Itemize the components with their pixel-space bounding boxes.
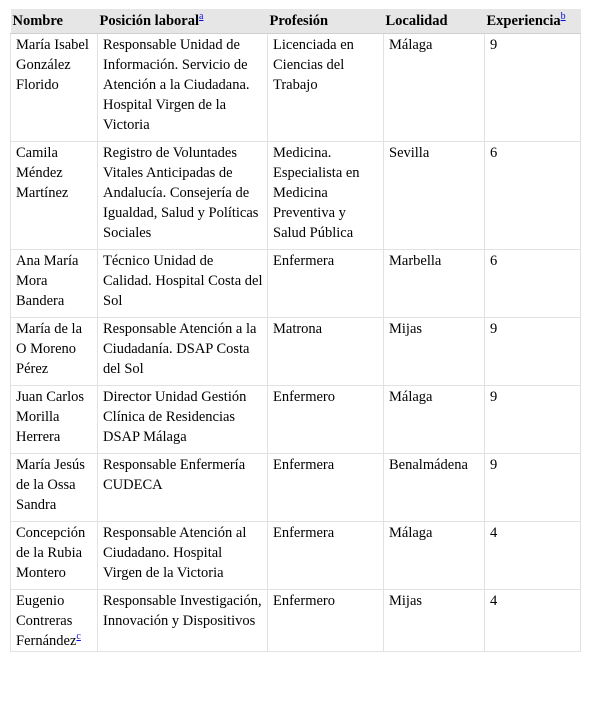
- cell-locality: Málaga: [384, 34, 485, 142]
- cell-position: Responsable Investigación, Innovación y Dispositivos: [98, 590, 268, 652]
- cell-locality: Benalmádena: [384, 454, 485, 522]
- cell-name: Ana María Mora Bandera: [11, 250, 98, 318]
- header-experience: Experiencia$^b$: [485, 9, 581, 34]
- cell-position: Responsable Enfermería CUDECA: [98, 454, 268, 522]
- table-row: [11, 386, 581, 454]
- footnote-a-link[interactable]: a: [199, 11, 204, 22]
- cell-experience: 4: [485, 590, 581, 652]
- cell-position: Responsable Unidad de Información. Servicio de Atención a la Ciudadana. Hospital Virgen de la Victoria: [98, 34, 268, 142]
- table-row: [11, 522, 581, 590]
- cell-profession: Matrona: [268, 318, 384, 386]
- cell-profession: Enfermero: [268, 386, 384, 454]
- cell-profession: Enfermera: [268, 250, 384, 318]
- cell-experience: 6: [485, 250, 581, 318]
- cell-locality: Mijas: [384, 590, 485, 652]
- table-row: [11, 34, 581, 142]
- header-profession: Profesión: [268, 9, 384, 34]
- cell-experience: 9: [485, 454, 581, 522]
- cell-name: Eugenio Contreras Fernández$^c$: [11, 590, 98, 652]
- table-header: [11, 9, 581, 34]
- cell-experience: 6: [485, 142, 581, 250]
- cell-profession: Enfermera: [268, 454, 384, 522]
- cell-experience: 9: [485, 386, 581, 454]
- cell-profession: Enfermero: [268, 590, 384, 652]
- header-name: Nombre: [11, 9, 98, 34]
- cell-position: Registro de Voluntades Vitales Anticipadas de Andalucía. Consejería de Igualdad, Salud y Políticas Sociales: [98, 142, 268, 250]
- cell-locality: Marbella: [384, 250, 485, 318]
- cell-profession: Medicina. Especialista en Medicina Preventiva y Salud Pública: [268, 142, 384, 250]
- cell-profession: Licenciada en Ciencias del Trabajo: [268, 34, 384, 142]
- footnote-c-link[interactable]: c: [76, 631, 81, 642]
- cell-name: Juan Carlos Morilla Herrera: [11, 386, 98, 454]
- header-row: [11, 9, 581, 34]
- cell-locality: Sevilla: [384, 142, 485, 250]
- cell-experience: 9: [485, 318, 581, 386]
- experts-table: [10, 9, 581, 652]
- cell-name: Camila Méndez Martínez: [11, 142, 98, 250]
- table-body: [11, 34, 581, 652]
- table-row: [11, 590, 581, 652]
- cell-locality: Málaga: [384, 386, 485, 454]
- cell-locality: Mijas: [384, 318, 485, 386]
- cell-experience: 4: [485, 522, 581, 590]
- table-row: [11, 142, 581, 250]
- cell-name: María Jesús de la Ossa Sandra: [11, 454, 98, 522]
- cell-profession: Enfermera: [268, 522, 384, 590]
- cell-name: Concepción de la Rubia Montero: [11, 522, 98, 590]
- header-locality: Localidad: [384, 9, 485, 34]
- table-row: [11, 250, 581, 318]
- cell-position: Responsable Atención al Ciudadano. Hospital Virgen de la Victoria: [98, 522, 268, 590]
- header-position: Posición laboral$^a$: [98, 9, 268, 34]
- footnote-b-link[interactable]: b: [560, 11, 566, 22]
- cell-experience: 9: [485, 34, 581, 142]
- table-row: [11, 318, 581, 386]
- cell-name: María Isabel González Florido: [11, 34, 98, 142]
- cell-position: Técnico Unidad de Calidad. Hospital Costa del Sol: [98, 250, 268, 318]
- cell-locality: Málaga: [384, 522, 485, 590]
- table-row: [11, 454, 581, 522]
- cell-name: María de la O Moreno Pérez: [11, 318, 98, 386]
- cell-position: Responsable Atención a la Ciudadanía. DSAP Costa del Sol: [98, 318, 268, 386]
- cell-position: Director Unidad Gestión Clínica de Residencias DSAP Málaga: [98, 386, 268, 454]
